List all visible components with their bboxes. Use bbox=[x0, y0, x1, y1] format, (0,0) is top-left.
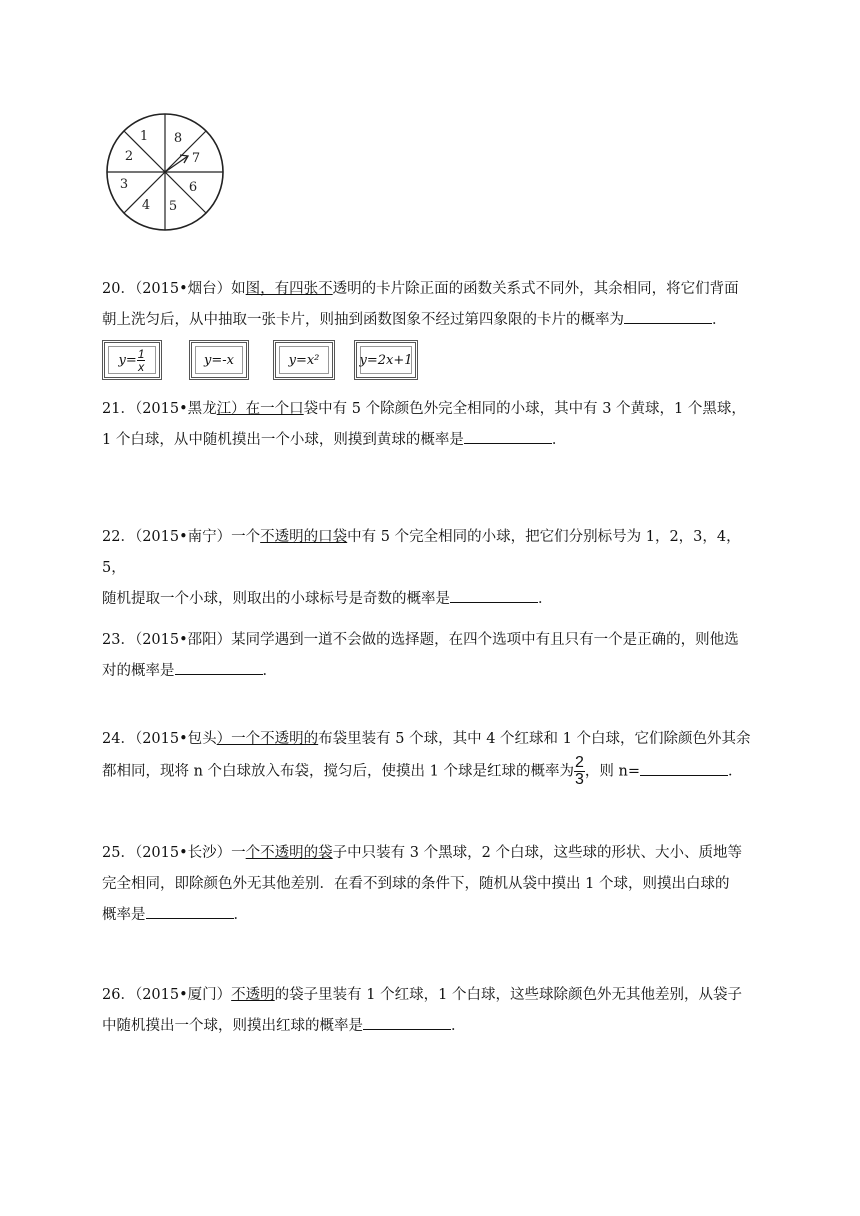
answer-blank[interactable] bbox=[640, 761, 728, 776]
punctuation: ． bbox=[262, 663, 277, 679]
punctuation: ． bbox=[451, 1018, 466, 1034]
function-cards bbox=[102, 340, 432, 384]
question-text: 布袋里装有 5 个球，其中 4 个红球和 1 个白球，它们除颜色外其余 bbox=[318, 731, 751, 747]
underlined-text: 图，有四张不 bbox=[245, 281, 333, 297]
answer-blank[interactable] bbox=[175, 660, 263, 675]
question-text: 1 个白球，从中随机摸出一个小球，则摸到黄球的概率是 bbox=[102, 432, 464, 448]
question-number: 24． bbox=[102, 731, 135, 747]
fraction bbox=[574, 755, 585, 788]
question-text: 透明的卡片除正面的函数关系式不同外，其余相同，将它们背面 bbox=[332, 281, 739, 297]
punctuation: ． bbox=[728, 763, 743, 780]
punctuation: ． bbox=[712, 312, 727, 328]
fraction-denominator: x bbox=[138, 359, 145, 374]
question-text: 某同学遇到一道不会做的选择题，在四个选项中有且只有一个是正确的，则他选 bbox=[231, 632, 739, 648]
punctuation: ． bbox=[551, 432, 567, 448]
spinner-sector-label: 7 bbox=[191, 151, 201, 166]
underlined-text: ）一个不透明的 bbox=[216, 731, 319, 747]
question-22 bbox=[102, 522, 762, 615]
question-number: 21． bbox=[102, 401, 135, 417]
card-formula: y=-x bbox=[204, 352, 234, 368]
card-formula: y= $\frac{1}{x}$ bbox=[118, 346, 145, 374]
question-23 bbox=[102, 625, 762, 687]
question-number: 23． bbox=[102, 632, 135, 648]
punctuation: ． bbox=[538, 591, 553, 607]
answer-blank[interactable] bbox=[624, 309, 712, 324]
answer-blank[interactable] bbox=[450, 588, 538, 603]
question-text: 完全相同，即除颜色外无其他差别．在看不到球的条件下，随机从袋中摸出 1 个球，则摸出白球的 bbox=[102, 876, 730, 892]
question-text: 朝上洗匀后，从中抽取一张卡片，则抽到函数图象不经过第四象限的卡片的概率为 bbox=[102, 312, 624, 328]
question-text: 袋中有 5 个除颜色外完全相同的小球，其中有 3 个黄球，1 个黑球， bbox=[303, 401, 746, 417]
spinner-sector-label: 3 bbox=[119, 177, 129, 192]
fraction-denominator: 3 bbox=[575, 771, 584, 788]
card-negative-x bbox=[189, 340, 249, 380]
spinner-sector-label: 4 bbox=[141, 198, 151, 213]
answer-blank[interactable] bbox=[146, 904, 234, 919]
underlined-text: 江）在一个口 bbox=[216, 401, 304, 417]
spinner-sector-label: 8 bbox=[173, 131, 183, 146]
question-26 bbox=[102, 980, 762, 1042]
punctuation: ． bbox=[233, 907, 248, 923]
question-source: （2015•包头 bbox=[134, 731, 217, 747]
question-number: 26． bbox=[102, 987, 135, 1003]
question-text: 的袋子里装有 1 个红球，1 个白球，这些球除颜色外无其他差别，从袋子 bbox=[274, 987, 742, 1003]
spinner-figure bbox=[100, 112, 230, 232]
question-number: 22． bbox=[102, 529, 135, 545]
question-24 bbox=[102, 724, 762, 788]
spinner-sector-label: 1 bbox=[139, 129, 149, 144]
question-text: 子中只装有 3 个黑球，2 个白球，这些球的形状、大小、质地等 bbox=[332, 845, 742, 861]
card-linear bbox=[354, 340, 418, 380]
question-text: 中随机摸出一个球，则摸出红球的概率是 bbox=[102, 1018, 363, 1034]
question-text: 如 bbox=[231, 281, 246, 297]
question-25 bbox=[102, 838, 762, 931]
question-source: （2015•邵阳） bbox=[134, 632, 232, 648]
question-source: （2015•长沙）一 bbox=[134, 845, 246, 861]
fraction-numerator: 1 bbox=[137, 346, 145, 361]
question-number: 25． bbox=[102, 845, 135, 861]
underlined-text: 不透明 bbox=[231, 987, 275, 1003]
question-21 bbox=[102, 394, 762, 456]
card-reciprocal bbox=[102, 340, 162, 380]
question-text: 都相同，现将 n 个白球放入布袋，搅匀后，使摸出 1 个球是红球的概率为 bbox=[102, 763, 574, 780]
underlined-text: 不透明的口袋 bbox=[260, 529, 348, 545]
question-source: （2015•烟台） bbox=[134, 281, 232, 297]
card-formula: y=x² bbox=[288, 352, 320, 368]
answer-blank[interactable] bbox=[363, 1015, 451, 1030]
fraction-numerator: 2 bbox=[575, 754, 584, 771]
question-text: ，则 n= bbox=[584, 763, 641, 780]
question-source: （2015•厦门） bbox=[134, 987, 232, 1003]
question-text: 随机提取一个小球，则取出的小球标号是奇数的概率是 bbox=[102, 591, 450, 607]
card-x-squared bbox=[273, 340, 335, 380]
question-number: 20． bbox=[102, 281, 135, 297]
question-text: 对的概率是 bbox=[102, 663, 175, 679]
answer-blank[interactable] bbox=[464, 429, 552, 444]
spinner-sector-label: 2 bbox=[124, 149, 134, 164]
question-20 bbox=[102, 274, 762, 336]
spinner-sector-label: 6 bbox=[188, 180, 198, 195]
question-text: 中有 5 个完全相同的小球，把它们分别标号为 1，2，3，4，5， bbox=[102, 529, 741, 576]
question-source: （2015•黑龙 bbox=[134, 401, 217, 417]
underlined-text: 个不透明的袋 bbox=[245, 845, 333, 861]
spinner-sector-label: 5 bbox=[168, 199, 178, 214]
question-source: （2015•南宁）一个 bbox=[134, 529, 261, 545]
question-text: 概率是 bbox=[102, 907, 146, 923]
card-formula: y=2x+1 bbox=[359, 352, 413, 368]
